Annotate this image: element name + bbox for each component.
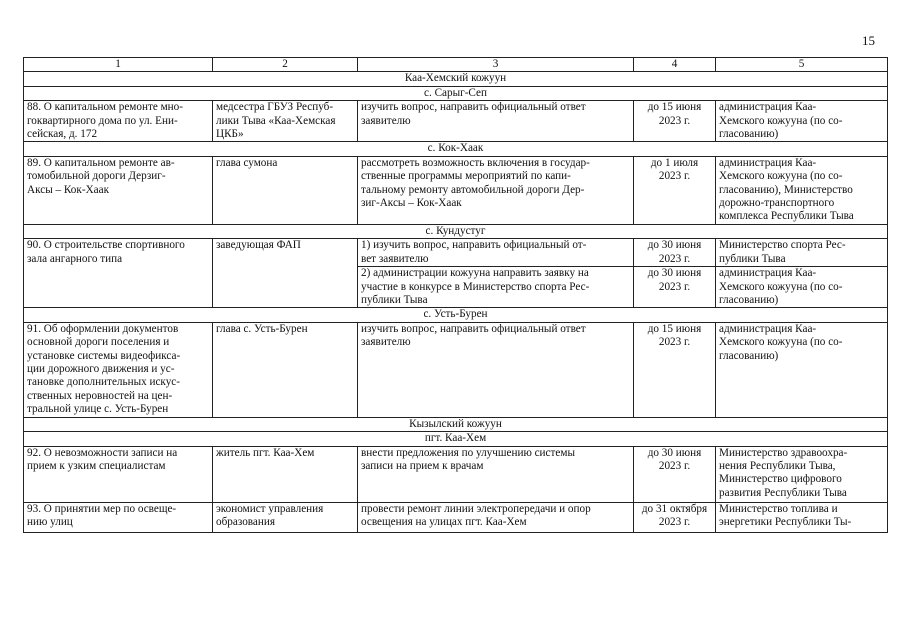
applicant-cell: экономист управления образования bbox=[213, 502, 358, 532]
responsible-cell: Министерство топлива и энергетики Республики Ты- bbox=[716, 502, 888, 532]
responsible-cell: администрация Каа- Хемского кожууна (по со- гласованию) bbox=[716, 101, 888, 142]
issue-cell: 92. О невозможности записи на прием к узким специалистам bbox=[24, 446, 213, 502]
action-cell: рассмотреть возможность включения в государ- ственные программы мероприятий по капи- тальному ремонту автомобильной дороги Дер- зиг-Аксы – Кок-Хаак bbox=[358, 156, 634, 224]
due-date-cell: до 31 октября 2023 г. bbox=[634, 502, 716, 532]
responsible-cell: администрация Каа- Хемского кожууна (по со- гласованию), Министерство дорожно-транспортного комплекса Республики Тыва bbox=[716, 156, 888, 224]
group-row bbox=[24, 308, 888, 322]
action-cell: провести ремонт линии электропередачи и опор освещения на улицах пгт. Каа-Хем bbox=[358, 502, 634, 532]
due-date-cell: до 15 июня 2023 г. bbox=[634, 322, 716, 417]
table-row bbox=[24, 156, 888, 224]
group-heading: Каа-Хемский кожуун bbox=[24, 72, 888, 86]
group-row bbox=[24, 142, 888, 156]
header-row bbox=[24, 58, 888, 72]
table-row bbox=[24, 502, 888, 532]
group-heading: с. Кок-Хаак bbox=[24, 142, 888, 156]
issue-cell: 93. О принятии мер по освеще- нию улиц bbox=[24, 502, 213, 532]
table-row bbox=[24, 446, 888, 502]
due-date-cell: до 30 июня 2023 г. bbox=[634, 267, 716, 308]
due-date-cell: до 30 июня 2023 г. bbox=[634, 446, 716, 502]
group-heading: Кызылский кожуун bbox=[24, 417, 888, 431]
applicant-cell: житель пгт. Каа-Хем bbox=[213, 446, 358, 502]
table-row bbox=[24, 322, 888, 417]
applicant-cell: медсестра ГБУЗ Респуб- лики Тыва «Каа-Хемская ЦКБ» bbox=[213, 101, 358, 142]
due-date-cell: до 15 июня 2023 г. bbox=[634, 101, 716, 142]
table-row bbox=[24, 239, 888, 267]
action-cell: изучить вопрос, направить официальный ответ заявителю bbox=[358, 322, 634, 417]
column-header: 3 bbox=[358, 58, 634, 72]
responsible-cell: администрация Каа- Хемского кожууна (по со- гласованию) bbox=[716, 322, 888, 417]
applicant-cell: глава с. Усть-Бурен bbox=[213, 322, 358, 417]
group-row bbox=[24, 432, 888, 446]
action-cell: 2) администрации кожууна направить заявку на участие в конкурсе в Министерство спорта Рес- публики Тыва bbox=[358, 267, 634, 308]
issue-cell: 89. О капитальном ремонте ав- томобильной дороги Дерзиг- Аксы – Кок-Хаак bbox=[24, 156, 213, 224]
applicant-cell: заведующая ФАП bbox=[213, 239, 358, 308]
group-heading: с. Усть-Бурен bbox=[24, 308, 888, 322]
column-header: 5 bbox=[716, 58, 888, 72]
column-header: 1 bbox=[24, 58, 213, 72]
due-date-cell: до 1 июля 2023 г. bbox=[634, 156, 716, 224]
action-cell: внести предложения по улучшению системы записи на прием к врачам bbox=[358, 446, 634, 502]
action-cell: изучить вопрос, направить официальный ответ заявителю bbox=[358, 101, 634, 142]
group-row bbox=[24, 72, 888, 86]
table-row bbox=[24, 101, 888, 142]
group-row bbox=[24, 86, 888, 100]
responsible-cell: администрация Каа- Хемского кожууна (по со- гласованию) bbox=[716, 267, 888, 308]
due-date-cell: до 30 июня 2023 г. bbox=[634, 239, 716, 267]
responsible-cell: Министерство здравоохра- нения Республики Тыва, Министерство цифрового развития Республики Тыва bbox=[716, 446, 888, 502]
measures-table bbox=[23, 57, 888, 533]
column-header: 2 bbox=[213, 58, 358, 72]
issue-cell: 91. Об оформлении документов основной дороги поселения и установке системы видеофикса- ции дорожного движения и ус- тановке дополнительных искус- ственных неровностей на цен- тральной улице с. Усть-Бурен bbox=[24, 322, 213, 417]
issue-cell: 90. О строительстве спортивного зала ангарного типа bbox=[24, 239, 213, 308]
group-heading: с. Кундустуг bbox=[24, 224, 888, 238]
responsible-cell: Министерство спорта Рес- публики Тыва bbox=[716, 239, 888, 267]
table-body bbox=[24, 72, 888, 532]
issue-cell: 88. О капитальном ремонте мно- гоквартирного дома по ул. Ени- сейская, д. 172 bbox=[24, 101, 213, 142]
group-row bbox=[24, 224, 888, 238]
group-row bbox=[24, 417, 888, 431]
applicant-cell: глава сумона bbox=[213, 156, 358, 224]
action-cell: 1) изучить вопрос, направить официальный от- вет заявителю bbox=[358, 239, 634, 267]
group-heading: пгт. Каа-Хем bbox=[24, 432, 888, 446]
column-header: 4 bbox=[634, 58, 716, 72]
group-heading: с. Сарыг-Сеп bbox=[24, 86, 888, 100]
page-number: 15 bbox=[862, 33, 875, 48]
